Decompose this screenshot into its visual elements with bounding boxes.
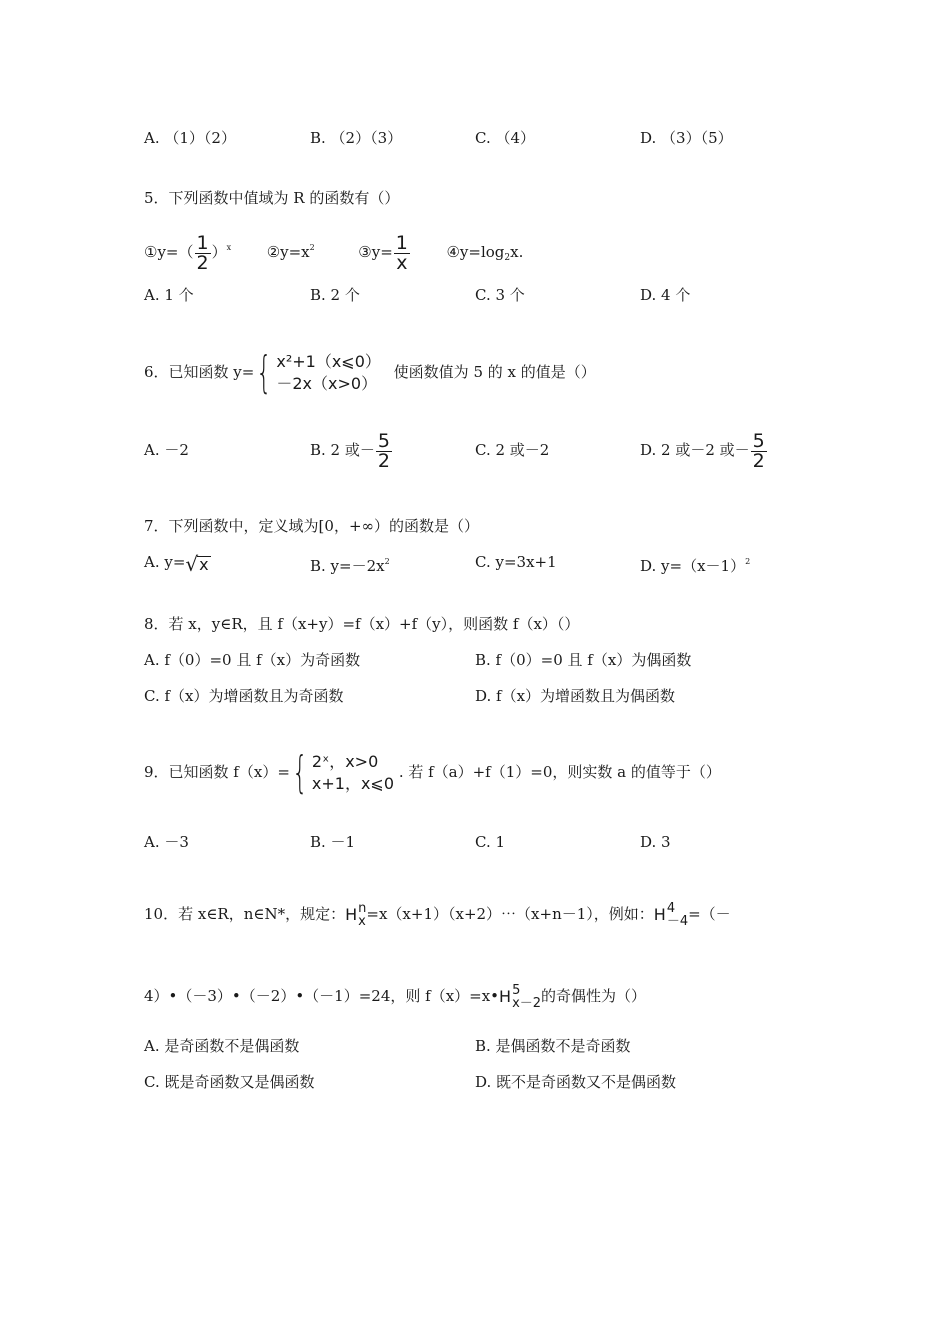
q9-option-b: B. －1 xyxy=(310,833,356,851)
q7-option-b: B. $y=-2x^2$ xyxy=(310,557,390,575)
q6-option-b: B. 2 或－ $\frac{5}{2}$ xyxy=(310,429,390,472)
q10-stem: 10．若 x∈R，n∈N*，规定： H n x =x（x+1）（x+2）⋯（x+n－1），例如： H 4 －4 =（－ xyxy=(144,896,731,933)
q6-option-d: D. 2 或－2 或－ $\frac{5}{2}$ xyxy=(640,429,765,472)
q6-option-c: C. 2 或－2 xyxy=(475,441,550,459)
sqrt-symbol: √ x xyxy=(185,552,209,576)
q8-stem: 8．若 x，y∈R，且 f（x+y）=f（x）+f（y），则函数 f（x）（） xyxy=(144,615,580,633)
q5-option-a: A. 1 个 xyxy=(144,286,194,304)
q6-piecewise: { x²+1（x⩽0） －2x（x>0） xyxy=(256,347,381,398)
q8-option-a: A. f（0）=0 且 f（x）为奇函数 xyxy=(144,651,361,669)
q10-option-c: C. 既是奇函数又是偶函数 xyxy=(144,1073,315,1091)
q5-option-d: D. 4 个 xyxy=(640,286,691,304)
q6-option-a: A. －2 xyxy=(144,441,189,459)
q7-option-c: C. y=3x+1 xyxy=(475,553,557,571)
q4-option-c: C. （4） xyxy=(475,129,536,147)
q10-option-a: A. 是奇函数不是偶函数 xyxy=(144,1037,300,1055)
q9-option-c: C. 1 xyxy=(475,833,506,851)
h-symbol-4-neg4: H 4 －4 xyxy=(653,901,689,929)
q5-f1: ①y=（ $\frac{1}{2}$ ）$^x$ xyxy=(144,231,232,274)
q10-option-d: D. 既不是奇函数又不是偶函数 xyxy=(475,1073,677,1091)
q6-stem: 6．已知函数 y= { x²+1（x⩽0） －2x（x>0） 使函数值为 5 的 x 的值是（） xyxy=(144,347,596,398)
q8-option-d: D. f（x）为增函数且为偶函数 xyxy=(475,687,676,705)
q8-option-b: B. f（0）=0 且 f（x）为偶函数 xyxy=(475,651,692,669)
q4-option-b: B. （2）（3） xyxy=(310,129,403,147)
h-symbol-n-x: H n x xyxy=(345,901,367,929)
q5-stem: 5．下列函数中值域为 R 的函数有（） xyxy=(144,189,400,207)
q7-option-d: D. $y=(x-1)^2$ xyxy=(640,557,751,575)
q10-stem-line2: 4）•（－3）•（－2）•（－1）=24，则 f（x）=x• H 5 x－2 的奇偶性为（） xyxy=(144,978,646,1015)
q5-option-c: C. 3 个 xyxy=(475,286,525,304)
q9-stem: 9．已知函数 f（x）= { 2ˣ，x>0 x+1，x⩽0 . 若 f（a）+f（1）=0，则实数 a 的值等于（） xyxy=(144,747,721,798)
q8-option-c: C. f（x）为增函数且为奇函数 xyxy=(144,687,344,705)
q9-option-d: D. 3 xyxy=(640,833,671,851)
q5-functions xyxy=(144,228,523,278)
q9-option-a: A. －3 xyxy=(144,833,189,851)
q5-f3: ③y= $\frac{1}{x}$ xyxy=(358,231,408,274)
q9-piecewise: { 2ˣ，x>0 x+1，x⩽0 xyxy=(292,747,395,798)
q7-stem: 7．下列函数中，定义域为[0，+∞）的函数是（） xyxy=(144,517,480,535)
h-symbol-5-x-minus-2: H 5 x－2 xyxy=(499,983,542,1011)
q4-option-d: D. （3）（5） xyxy=(640,129,733,147)
q10-option-b: B. 是偶函数不是奇函数 xyxy=(475,1037,631,1055)
q5-f4: $④y=\log_2x$. xyxy=(446,243,524,263)
q5-option-b: B. 2 个 xyxy=(310,286,360,304)
q4-option-a: A. （1）（2） xyxy=(144,129,236,147)
q7-option-a: A. y= √ x xyxy=(144,552,209,576)
q5-f2: $②y=x^2$ xyxy=(266,243,315,261)
